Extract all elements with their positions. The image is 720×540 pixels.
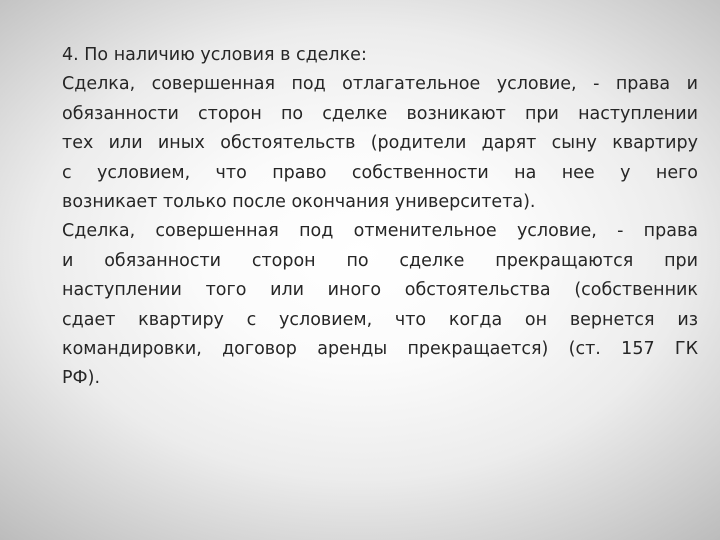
text-line: Сделка, совершенная под отменительное условие, - права — [62, 221, 698, 242]
text-line: с условием, что право собственности на нее у него — [62, 162, 698, 183]
text-line: РФ). — [62, 368, 101, 389]
text-line: сдает квартиру с условием, что когда он вернется из — [62, 309, 698, 330]
text-line: тех или иных обстоятельств (родители дарят сыну квартиру — [62, 133, 698, 154]
text-line: наступлении того или иного обстоятельства (собственник — [62, 280, 698, 301]
text-line: и обязанности сторон по сделке прекращаются при — [62, 250, 698, 271]
text-line: возникает только после окончания университета). — [62, 191, 536, 212]
slide-text-block — [62, 41, 698, 394]
text-line: Сделка, совершенная под отлагательное условие, - права и — [62, 74, 698, 95]
heading-line: 4. По наличию условия в сделке: — [62, 45, 367, 65]
text-line: обязанности сторон по сделке возникают при наступлении — [62, 103, 698, 124]
text-line: командировки, договор аренды прекращается) (ст. 157 ГК — [62, 338, 698, 359]
